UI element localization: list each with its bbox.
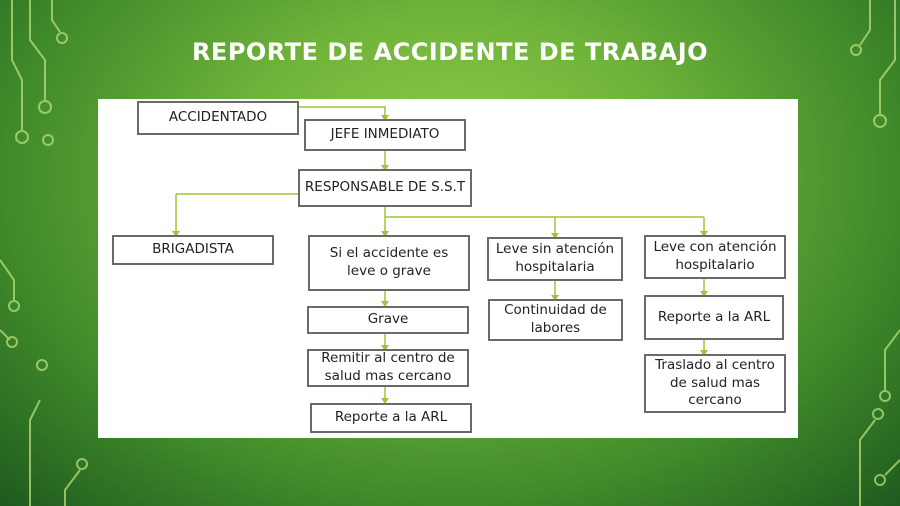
node-brigadista: BRIGADISTA bbox=[112, 235, 274, 265]
flowchart-panel bbox=[98, 99, 798, 438]
node-leve-sin-atencion: Leve sin atención hospitalaria bbox=[487, 237, 623, 281]
node-traslado-centro-salud: Traslado al centro de salud mas cercano bbox=[644, 354, 786, 413]
node-remitir-centro-salud: Remitir al centro de salud mas cercano bbox=[307, 349, 469, 387]
node-reporte-arl-2: Reporte a la ARL bbox=[644, 295, 784, 340]
node-responsable-sst: RESPONSABLE DE S.S.T bbox=[298, 169, 472, 207]
node-jefe-inmediato: JEFE INMEDIATO bbox=[304, 119, 466, 151]
node-si-accidente: Si el accidente es leve o grave bbox=[308, 235, 470, 291]
node-continuidad-labores: Continuidad de labores bbox=[488, 299, 623, 341]
page-title: REPORTE DE ACCIDENTE DE TRABAJO bbox=[191, 38, 709, 66]
node-reporte-arl-1: Reporte a la ARL bbox=[310, 403, 472, 433]
node-leve-con-atencion: Leve con atención hospitalario bbox=[644, 235, 786, 279]
node-accidentado: ACCIDENTADO bbox=[137, 101, 299, 135]
node-grave: Grave bbox=[307, 306, 469, 334]
